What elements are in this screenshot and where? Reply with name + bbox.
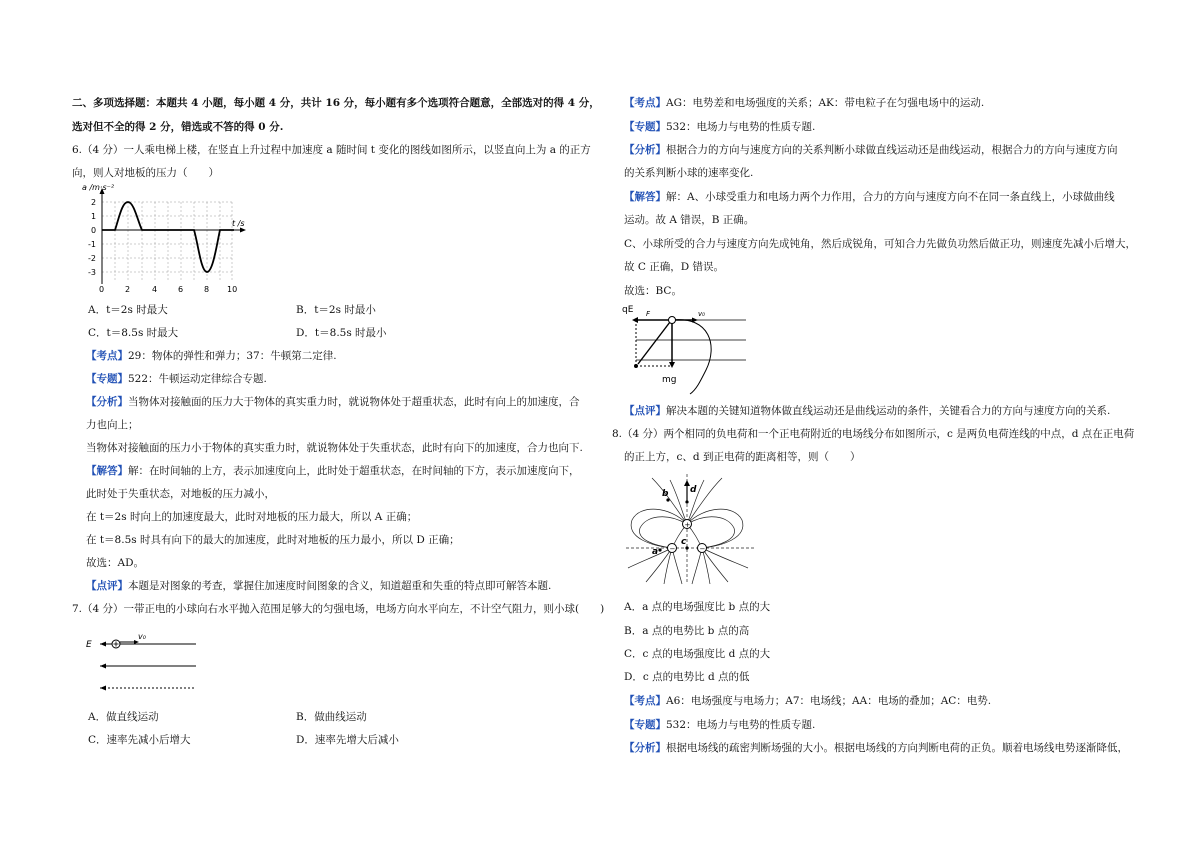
q7-force-diagram: [622, 302, 762, 397]
q8-option-d: D．c 点的电势比 d 点的低: [624, 671, 750, 683]
q7-zhuanti-text: 532：电场力与电势的性质专题.: [666, 121, 816, 133]
q6-jieda-text-5: 故选：AD。: [86, 557, 145, 569]
q8-positive-charge-label: +: [684, 521, 691, 529]
q6-graph-x-tick: 0: [99, 285, 105, 294]
q7-kaodian: [624, 96, 984, 110]
q7-kaodian-text: AG：电势差和电场强度的关系；AK：带电粒子在匀强电场中的运动.: [666, 97, 985, 109]
q6-kaodian-text: 29：物体的弹性和弹力；37：牛顿第二定律.: [128, 350, 337, 362]
q8-negative-charge-left-label: −: [669, 545, 676, 553]
q8-option-b: B．a 点的电势比 b 点的高: [624, 625, 750, 637]
q7-jieda-text-1: 解：A、小球受重力和电场力两个力作用，合力的方向与速度方向不在同一条直线上，小球做曲线: [666, 191, 1115, 203]
q7-stem: 7.（4 分）一带正电的小球向右水平抛入范围足够大的匀强电场，电场方向水平向左，不计空气阻力，则小球( ): [72, 603, 605, 615]
q6-graph-y-tick: 0: [91, 226, 97, 235]
q6-option-c: C．t＝8.5s 时最大: [88, 327, 179, 339]
q6-stem-line-1: 6.（4 分）一人乘电梯上楼，在竖直上升过程中加速度 a 随时间 t 变化的图线如图所示，以竖直向上为 a 的正方: [72, 144, 591, 156]
q7-jieda-tag: 【解答】: [624, 191, 666, 203]
q7-fig-e-label: E: [86, 640, 92, 650]
q6-kaodian: [86, 349, 337, 363]
section-header-line-1: 二、多项选择题：本题共 4 小题，每小题 4 分，共计 16 分，每小题有多个选项符合题意，全部选对的得 4 分，: [72, 97, 600, 109]
q7-dianping: [624, 404, 1110, 418]
q6-graph-y-tick: 2: [91, 198, 97, 207]
q6-jieda-text-2: 此时处于失重状态，对地板的压力减小，: [86, 488, 275, 500]
q7-force-f-label: F: [646, 310, 651, 318]
section-header-line-2: 选对但不全的得 2 分，错选或不答的得 0 分.: [72, 121, 284, 133]
q6-jieda-text-3: 在 t＝2s 时向上的加速度最大，此时对地板的压力最大，所以 A 正确；: [86, 511, 418, 523]
q8-point-b-label: b: [662, 489, 669, 499]
q6-fenxi: [86, 395, 580, 409]
q6-dianping: [86, 579, 551, 593]
q6-graph-y-tick: -1: [88, 240, 96, 249]
q7-kaodian-tag: 【考点】: [624, 97, 666, 109]
q7-option-c: C．速率先减小后增大: [88, 734, 191, 746]
q6-graph-y-tick: -2: [88, 254, 96, 263]
q7-field-figure: [84, 624, 214, 704]
q8-kaodian-text: A6：电场强度与电场力；A7：电场线；AA：电场的叠加；AC：电势.: [666, 695, 992, 707]
q6-graph-x-tick: 10: [227, 285, 238, 294]
q8-negative-charge-right-label: −: [699, 545, 706, 553]
q7-option-b: B．做曲线运动: [296, 711, 367, 723]
q6-jieda-text-4: 在 t＝8.5s 时具有向下的最大的加速度，此时对地板的压力最小，所以 D 正确；: [86, 534, 460, 546]
q6-fenxi-text-1: 当物体对接触面的压力大于物体的真实重力时，就说物体处于超重状态，此时有向上的加速度，合: [128, 396, 580, 408]
q6-stem-line-2: 向，则人对地板的压力（ ）: [72, 167, 219, 179]
q6-acceleration-graph: [82, 183, 252, 298]
q6-jieda-text-1: 解：在时间轴的上方，表示加速度向上，此时处于超重状态，在时间轴的下方，表示加速度向下，: [128, 465, 580, 477]
q7-dianping-text: 解决本题的关键知道物体做直线运动还是曲线运动的条件，关键看合力的方向与速度方向的关系.: [666, 405, 1111, 417]
q7-force-mg-label: mg: [662, 375, 677, 385]
q7-fig-v0-label: v₀: [138, 632, 146, 641]
q8-zhuanti-text: 532：电场力与电势的性质专题.: [666, 719, 816, 731]
q8-stem-line-1: 8.（4 分）两个相同的负电荷和一个正电荷附近的电场线分布如图所示，c 是两负电荷连线的中点，d 点在正电荷: [612, 428, 1135, 440]
q8-zhuanti: [624, 718, 815, 732]
q7-dianping-tag: 【点评】: [624, 405, 666, 417]
q8-fenxi-text: 根据电场线的疏密判断场强的大小。根据电场线的方向判断电荷的正负。顺着电场线电势逐渐降低，: [666, 742, 1128, 754]
q6-jieda-tag: 【解答】: [86, 465, 128, 477]
q6-zhuanti: [86, 372, 267, 386]
q8-zhuanti-tag: 【专题】: [624, 719, 666, 731]
q7-fenxi-text-2: 的关系判断小球的速率变化.: [624, 167, 754, 179]
q6-zhuanti-tag: 【专题】: [86, 373, 128, 385]
q6-graph-x-label: t /s: [232, 219, 245, 228]
q7-jieda-text-5: 故选：BC。: [624, 285, 682, 297]
q7-option-d: D．速率先增大后减小: [296, 734, 399, 746]
q6-graph-x-tick: 8: [204, 285, 210, 294]
q8-fenxi: [624, 741, 1128, 755]
q6-fenxi-tag: 【分析】: [86, 396, 128, 408]
q7-jieda-text-3: C、小球所受的合力与速度方向先成钝角，然后成锐角，可知合力先做负功然后做正功，则速度先减小后增大，: [624, 238, 1137, 250]
q6-fenxi-text-3: 当物体对接触面的压力小于物体的真实重力时，就说物体处于失重状态，此时有向下的加速度，合力也向下.: [86, 442, 583, 454]
q7-jieda: [624, 190, 1115, 204]
q8-field-lines-figure: [626, 472, 766, 587]
q7-jieda-text-4: 故 C 正确，D 错误。: [624, 261, 724, 273]
q8-point-a-label: a: [652, 547, 659, 557]
q8-kaodian: [624, 694, 991, 708]
q7-zhuanti-tag: 【专题】: [624, 121, 666, 133]
q6-kaodian-tag: 【考点】: [86, 350, 128, 362]
q6-graph-x-tick: 4: [152, 285, 158, 294]
q7-force-v0-label: v₀: [698, 310, 705, 318]
q6-dianping-tag: 【点评】: [86, 580, 128, 592]
q6-graph-y-tick: -3: [88, 268, 96, 277]
q8-fenxi-tag: 【分析】: [624, 742, 666, 754]
q7-fenxi-text-1: 根据合力的方向与速度方向的关系判断小球做直线运动还是曲线运动，根据合力的方向与速度方向: [666, 144, 1118, 156]
q6-graph-y-label: a /m·s⁻²: [82, 183, 115, 192]
q8-option-a: A．a 点的电场强度比 b 点的大: [624, 601, 771, 613]
q7-fenxi: [624, 143, 1118, 157]
q6-fenxi-text-2: 力也向上；: [86, 419, 139, 431]
q6-jieda: [86, 464, 580, 478]
q6-graph-x-tick: 6: [178, 285, 184, 294]
q8-kaodian-tag: 【考点】: [624, 695, 666, 707]
q6-option-b: B．t＝2s 时最小: [296, 304, 376, 316]
q7-jieda-text-2: 运动。故 A 错误，B 正确。: [624, 214, 755, 226]
q7-force-qe-label: qE: [622, 305, 634, 315]
q7-option-a: A．做直线运动: [88, 711, 159, 723]
q8-option-c: C．c 点的电场强度比 d 点的大: [624, 648, 771, 660]
q6-graph-x-tick: 2: [125, 285, 131, 294]
q8-point-d-label: d: [690, 485, 697, 495]
q7-fenxi-tag: 【分析】: [624, 144, 666, 156]
q6-option-a: A．t＝2s 时最大: [88, 304, 168, 316]
q6-option-d: D．t＝8.5s 时最小: [296, 327, 387, 339]
q8-stem-line-2: 的正上方，c、d 到正电荷的距离相等，则（ ）: [624, 451, 861, 463]
q8-point-c-label: c: [681, 537, 687, 547]
q6-zhuanti-text: 522：牛顿运动定律综合专题.: [128, 373, 267, 385]
q6-dianping-text: 本题是对图象的考查，掌握住加速度时间图象的含义，知道超重和失重的特点即可解答本题.: [128, 580, 552, 592]
q6-graph-y-tick: 1: [91, 212, 97, 221]
q7-zhuanti: [624, 120, 815, 134]
